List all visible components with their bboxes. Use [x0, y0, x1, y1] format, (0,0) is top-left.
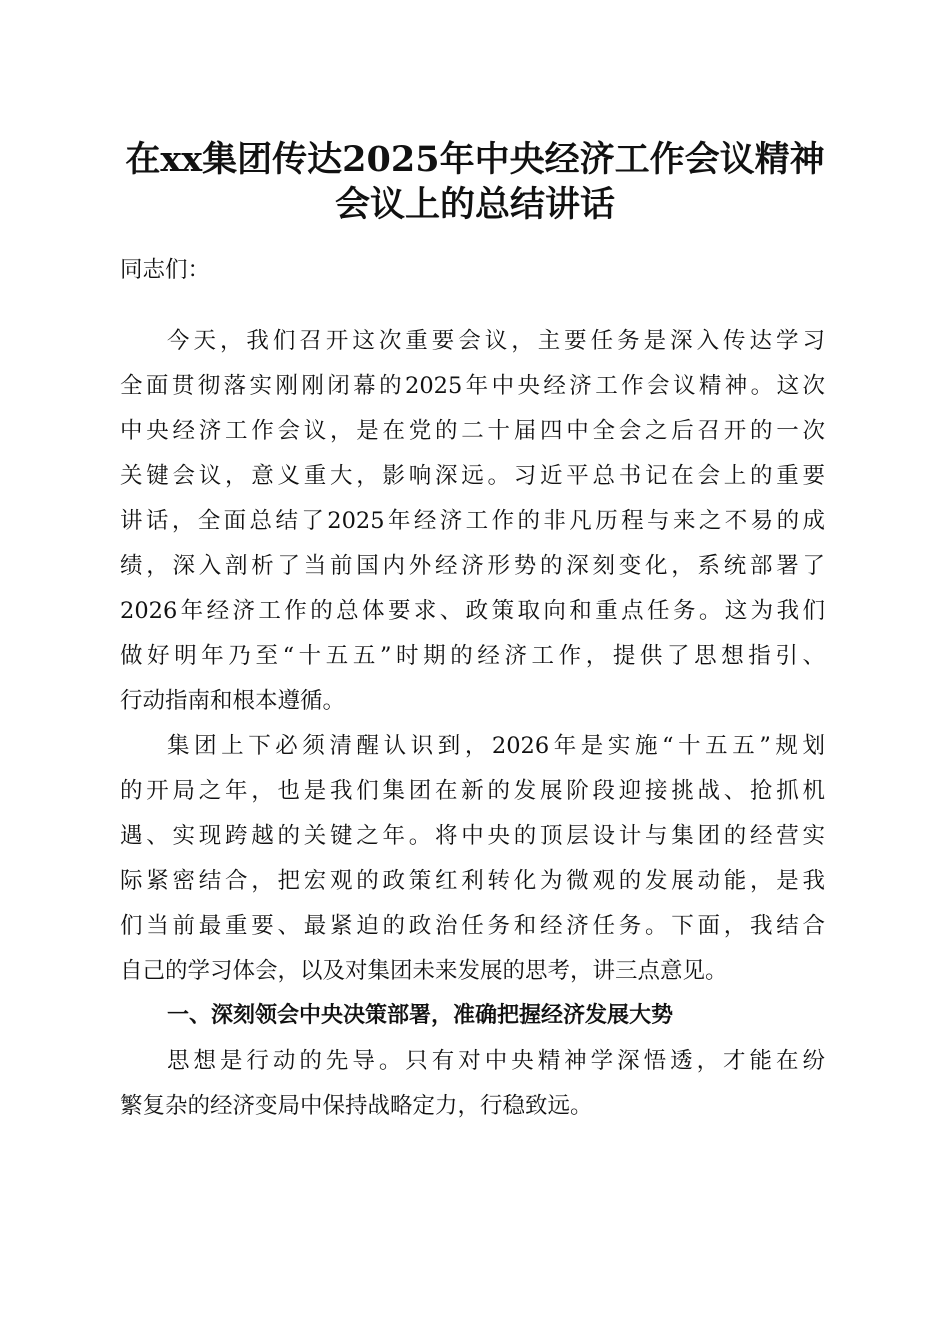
document-title-line-2: 会议上的总结讲话 [334, 184, 615, 225]
section-heading-1: 一、深刻领会中央决策部署，准确把握经济发展大势 [167, 1003, 674, 1028]
paragraph-1-line: 今天，我们召开这次重要会议，主要任务是深入传达学习 [167, 328, 825, 354]
salutation: 同志们： [120, 257, 211, 283]
paragraph-2-line: 自己的学习体会，以及对集团未来发展的思考，讲三点意见。 [120, 958, 728, 984]
document-title-line-1: 在xx集团传达2025年中央经济工作会议精神 [125, 139, 825, 180]
paragraph-1-line: 全面贯彻落实刚刚闭幕的2025年中央经济工作会议精神。这次 [120, 373, 825, 399]
paragraph-2-line: 们当前最重要、最紧迫的政治任务和经济任务。下面，我结合 [120, 913, 825, 939]
paragraph-2-line: 集团上下必须清醒认识到，2026年是实施“十五五”规划 [167, 733, 825, 759]
paragraph-1-line: 做好明年乃至“十五五”时期的经济工作，提供了思想指引、 [120, 643, 825, 669]
paragraph-1-line: 关键会议，意义重大，影响深远。习近平总书记在会上的重要 [120, 463, 825, 489]
paragraph-2-line: 的开局之年，也是我们集团在新的发展阶段迎接挑战、抢抓机 [120, 778, 825, 804]
paragraph-2-line: 遇、实现跨越的关键之年。将中央的顶层设计与集团的经营实 [120, 823, 825, 849]
paragraph-1-line: 2026年经济工作的总体要求、政策取向和重点任务。这为我们 [120, 598, 825, 624]
paragraph-1-line: 讲话，全面总结了2025年经济工作的非凡历程与来之不易的成 [120, 508, 825, 534]
paragraph-1-line: 行动指南和根本遵循。 [120, 688, 346, 714]
section-1-paragraph-line: 思想是行动的先导。只有对中央精神学深悟透，才能在纷 [167, 1048, 825, 1074]
paragraph-1-line: 绩，深入剖析了当前国内外经济形势的深刻变化，系统部署了 [120, 553, 825, 579]
paragraph-2-line: 际紧密结合，把宏观的政策红利转化为微观的发展动能，是我 [120, 868, 825, 894]
paragraph-1-line: 中央经济工作会议，是在党的二十届四中全会之后召开的一次 [120, 418, 825, 444]
section-1-paragraph-line: 繁复杂的经济变局中保持战略定力，行稳致远。 [120, 1093, 593, 1119]
